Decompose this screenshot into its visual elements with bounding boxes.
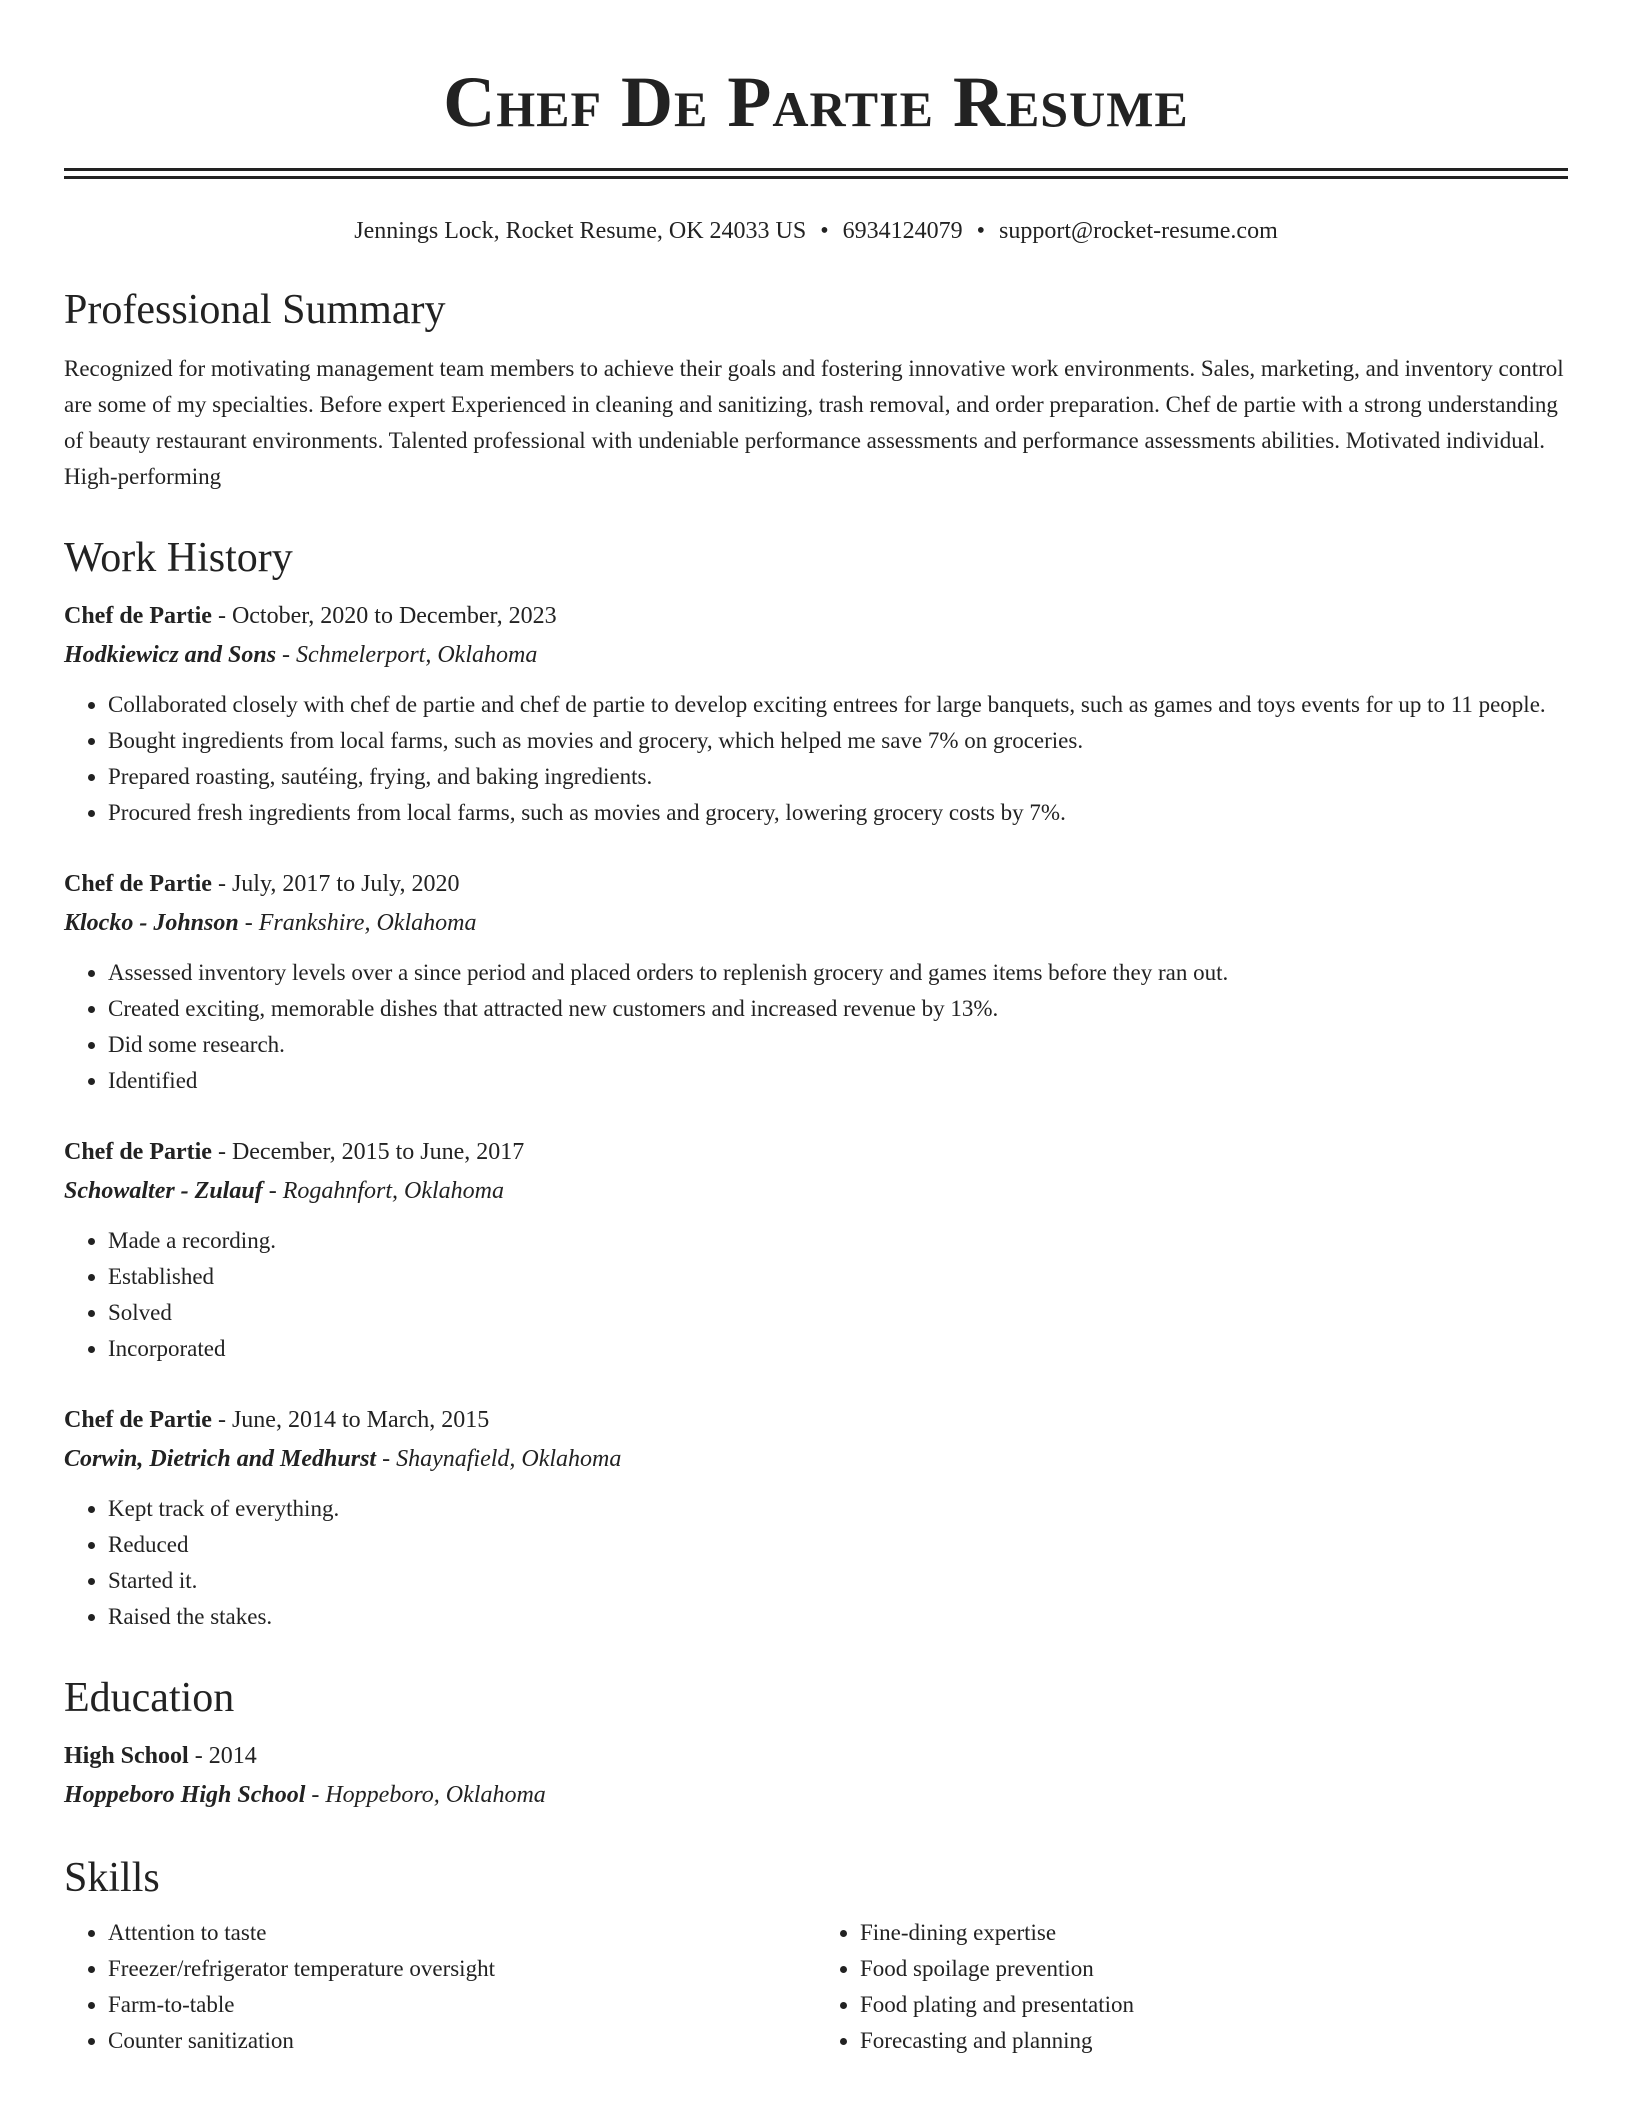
contact-separator: • <box>976 218 986 244</box>
job-title-line <box>64 865 1568 904</box>
list-item: • Did some research. <box>108 1027 1568 1063</box>
education-school: Hoppeboro High School <box>64 1782 306 1808</box>
job-title-line <box>64 597 1568 636</box>
job-dates: - July, 2017 to July, 2020 <box>211 871 460 897</box>
list-item: • Bought ingredients from local farms, such as movies and grocery, which helped me save 7% on groceries. <box>108 723 1568 759</box>
list-item: • Solved <box>108 1295 1568 1331</box>
list-item: • Made a recording. <box>108 1223 1568 1259</box>
job-title-line <box>64 1401 1568 1440</box>
list-item: • Kept track of everything. <box>108 1491 1568 1527</box>
skill-item: • Farm-to-table <box>108 1987 816 2023</box>
job-company: Klocko - Johnson <box>64 910 239 936</box>
work-history-heading: Work History <box>64 535 293 581</box>
contact-line <box>64 215 1568 247</box>
job-title: Chef de Partie <box>64 603 212 629</box>
skill-item: • Food plating and presentation <box>860 1987 1568 2023</box>
job-company-line <box>64 636 1568 675</box>
list-item: • Incorporated <box>108 1331 1568 1367</box>
summary-text: Recognized for motivating management team members to achieve their goals and fostering innovative work environments. Sales, marketing, and inventory control are some of my specialties. Before expert Experienced in cleaning and sanitizing, trash removal, and order preparation. Chef de partie with a strong understanding of beauty restaurant environments. Talented professional with undeniable performance assessments and performance assessments abilities. Motivated individual. High-performing <box>64 356 1564 489</box>
job-location: - Rogahnfort, Oklahoma <box>262 1178 505 1204</box>
page-title: Chef De Partie Resume <box>443 62 1189 142</box>
education-degree-line <box>64 1737 1568 1776</box>
job-location: - Frankshire, Oklahoma <box>238 910 477 936</box>
job-company-line <box>64 904 1568 943</box>
contact-separator: • <box>820 218 829 244</box>
job-entry <box>64 1133 1568 1367</box>
education-location: - Hoppeboro, Oklahoma <box>305 1782 546 1808</box>
list-item: • Raised the stakes. <box>108 1599 1568 1635</box>
skill-item: • Food spoilage prevention <box>860 1951 1568 1987</box>
job-company-line <box>64 1172 1568 1211</box>
job-location: - Schmelerport, Oklahoma <box>276 642 538 668</box>
skills-heading: Skills <box>64 1855 160 1901</box>
summary-heading: Professional Summary <box>64 287 446 333</box>
job-location: - Shaynafield, Oklahoma <box>376 1446 622 1472</box>
list-item: • Assessed inventory levels over a since period and placed orders to replenish grocery and games items before they ran out. <box>108 955 1568 991</box>
job-title: Chef de Partie <box>64 1139 212 1165</box>
education-year: - 2014 <box>188 1743 257 1769</box>
job-dates: - June, 2014 to March, 2015 <box>211 1407 490 1433</box>
job-dates: - October, 2020 to December, 2023 <box>211 603 557 629</box>
skills-column-left <box>64 1915 816 2059</box>
list-item: • Established <box>108 1259 1568 1295</box>
skill-item: • Fine-dining expertise <box>860 1915 1568 1951</box>
list-item: • Collaborated closely with chef de partie and chef de partie to develop exciting entrees for large banquets, such as games and toys events for up to 11 people. <box>108 687 1568 723</box>
skills-column-right <box>816 1915 1568 2059</box>
job-title: Chef de Partie <box>64 1407 212 1433</box>
job-title: Chef de Partie <box>64 871 212 897</box>
skill-item: • Attention to taste <box>108 1915 816 1951</box>
job-bullets <box>64 1491 1568 1635</box>
list-item: • Reduced <box>108 1527 1568 1563</box>
job-company: Schowalter - Zulauf <box>64 1178 263 1204</box>
list-item: • Prepared roasting, sautéing, frying, and baking ingredients. <box>108 759 1568 795</box>
job-company: Corwin, Dietrich and Medhurst <box>64 1446 377 1472</box>
education-degree: High School <box>64 1743 189 1769</box>
job-bullets <box>64 1223 1568 1367</box>
job-company: Hodkiewicz and Sons <box>64 642 277 668</box>
job-bullets <box>64 687 1568 831</box>
job-bullets <box>64 955 1568 1099</box>
job-dates: - December, 2015 to June, 2017 <box>211 1139 525 1165</box>
contact-email: support@rocket-resume.com <box>999 218 1278 244</box>
contact-phone: 6934124079 <box>842 218 963 244</box>
skill-item: • Forecasting and planning <box>860 2023 1568 2059</box>
education-school-line <box>64 1776 1568 1815</box>
job-company-line <box>64 1440 1568 1479</box>
job-entry <box>64 865 1568 1099</box>
contact-address: Jennings Lock, Rocket Resume, OK 24033 US <box>354 218 807 244</box>
skill-item: • Counter sanitization <box>108 2023 816 2059</box>
skills-grid <box>64 1915 1568 2059</box>
skill-item: • Freezer/refrigerator temperature oversight <box>108 1951 816 1987</box>
list-item: • Identified <box>108 1063 1568 1099</box>
job-title-line <box>64 1133 1568 1172</box>
education-heading: Education <box>64 1675 235 1721</box>
list-item: • Procured fresh ingredients from local farms, such as movies and grocery, lowering grocery costs by 7%. <box>108 795 1568 831</box>
list-item: • Created exciting, memorable dishes that attracted new customers and increased revenue by 13%. <box>108 991 1568 1027</box>
job-entry <box>64 597 1568 831</box>
list-item: • Started it. <box>108 1563 1568 1599</box>
education-entry <box>64 1737 1568 1815</box>
job-entry <box>64 1401 1568 1635</box>
title-divider <box>64 168 1568 179</box>
